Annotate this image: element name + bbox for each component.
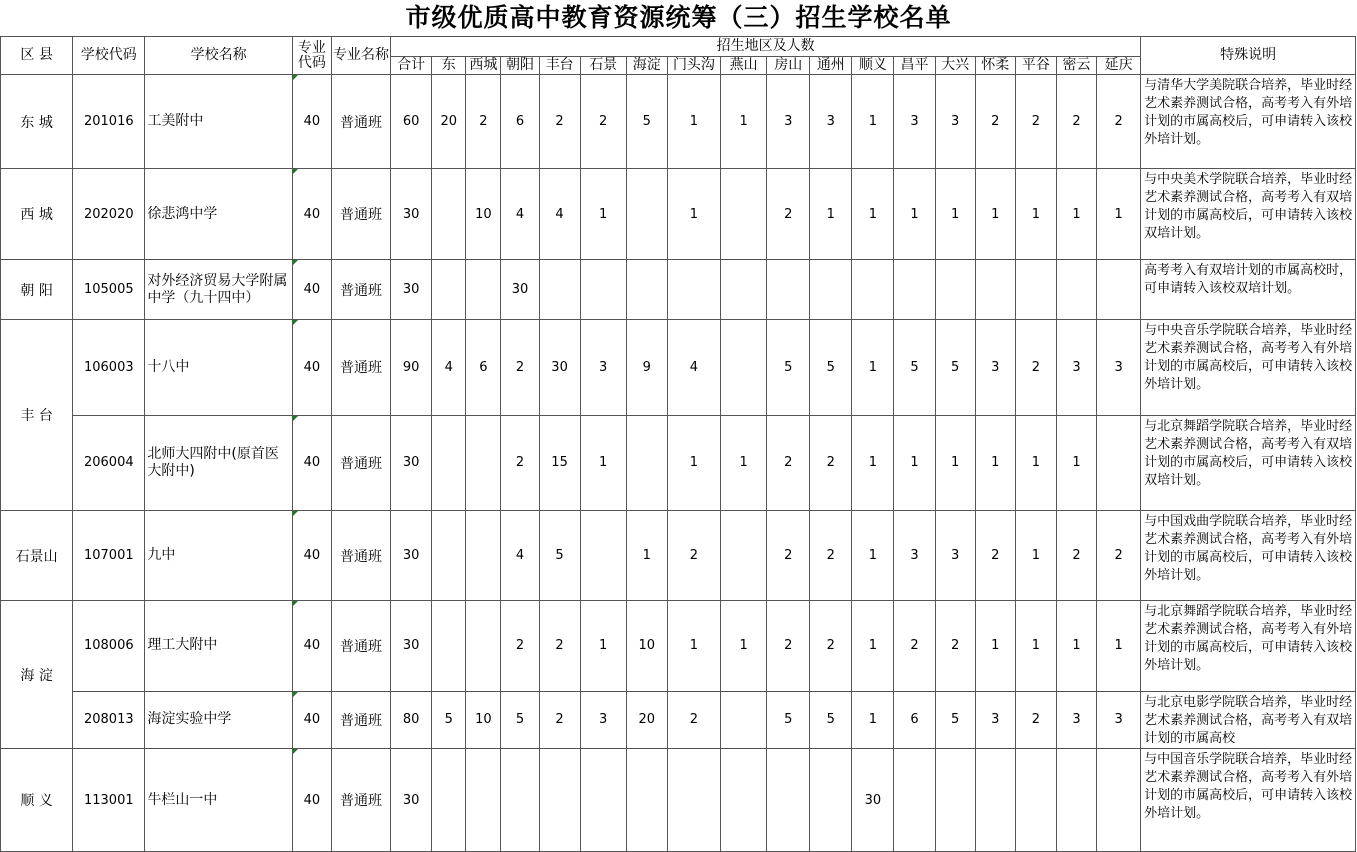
region-count-cell: 5 [539,511,580,601]
school-code-cell: 108006 [73,601,145,692]
region-count-cell [1015,749,1056,852]
region-count-cell: 1 [852,511,894,601]
region-count-cell [1056,749,1096,852]
region-count-cell: 1 [1056,415,1096,511]
region-count-cell: 1 [1056,169,1096,260]
region-count-cell: 2 [580,75,626,169]
major-code-cell: 40 [292,415,331,511]
region-count-cell [432,749,466,852]
region-count-cell: 1 [580,415,626,511]
region-count-cell: 30 [391,601,432,692]
region-count-cell [667,260,720,320]
region-count-cell [580,511,626,601]
region-count-cell: 5 [935,320,975,416]
region-count-cell [1097,749,1141,852]
region-count-cell [721,320,767,416]
region-count-cell: 1 [721,415,767,511]
header-region: 门头沟 [667,57,720,75]
region-count-cell: 5 [810,320,852,416]
major-name-cell: 普通班 [331,75,390,169]
note-cell [1141,169,1356,260]
region-count-cell: 5 [767,691,810,748]
school-name-cell: 北师大四附中(原首医大附中) [145,415,292,511]
district-cell: 东 城 [1,75,73,169]
district-cell: 西 城 [1,169,73,260]
header-major-name: 专业名称 [331,37,390,75]
region-count-cell: 1 [1097,169,1141,260]
region-count-cell: 1 [935,415,975,511]
region-count-cell: 10 [466,691,501,748]
region-count-cell: 5 [894,320,935,416]
region-count-cell [466,601,501,692]
region-count-cell: 3 [975,691,1015,748]
region-count-cell: 1 [1015,601,1056,692]
region-count-cell: 2 [1015,691,1056,748]
region-count-cell [501,749,539,852]
region-count-cell: 15 [539,415,580,511]
region-count-cell: 2 [501,415,539,511]
region-count-cell [975,260,1015,320]
region-count-cell: 1 [852,601,894,692]
note-text: 与北京电影学院联合培养，毕业时经艺术素养测试合格，高考考入有双培计划的市属高校 [1144,694,1353,746]
note-text: 与北京舞蹈学院联合培养，毕业时经艺术素养测试合格，高考考入有双培计划的市属高校后，可申请转入该校双培计划。 [1144,418,1353,488]
region-count-cell [466,511,501,601]
note-text: 与中央音乐学院联合培养，毕业时经艺术素养测试合格，高考考入有外培计划的市属高校后，可申请转入该校外培计划。 [1144,323,1353,392]
region-count-cell: 2 [1056,75,1096,169]
header-region: 西城 [466,57,501,75]
table-row [1,749,1356,852]
region-count-cell: 1 [667,601,720,692]
region-count-cell [767,749,810,852]
region-count-cell: 1 [1015,511,1056,601]
region-count-cell: 2 [501,320,539,416]
table-row [1,601,1356,692]
header-region: 顺义 [852,57,894,75]
header-region: 密云 [1056,57,1096,75]
region-count-cell: 3 [580,320,626,416]
region-count-cell: 3 [935,75,975,169]
region-count-cell: 4 [501,169,539,260]
region-count-cell: 3 [894,511,935,601]
region-count-cell: 1 [852,75,894,169]
region-count-cell [721,691,767,748]
region-count-cell: 3 [1097,320,1141,416]
region-count-cell [1015,260,1056,320]
region-count-cell [432,169,466,260]
school-name-cell: 理工大附中 [145,601,292,692]
major-code-cell: 40 [292,169,331,260]
major-code-cell: 40 [292,320,331,416]
note-cell [1141,601,1356,692]
major-name-cell: 普通班 [331,415,390,511]
region-count-cell: 1 [894,415,935,511]
table-row [1,169,1356,260]
header-region-group: 招生地区及人数 [391,37,1141,57]
region-count-cell [1097,260,1141,320]
region-count-cell [935,260,975,320]
region-count-cell: 2 [667,511,720,601]
major-code-cell: 40 [292,260,331,320]
region-count-cell: 1 [852,169,894,260]
school-code-cell: 206004 [73,415,145,511]
region-count-cell [466,260,501,320]
region-count-cell: 2 [894,601,935,692]
header-school-code: 学校代码 [73,37,145,75]
region-count-cell: 1 [852,415,894,511]
region-count-cell: 30 [391,169,432,260]
district-cell: 顺 义 [1,749,73,852]
school-code-cell: 105005 [73,260,145,320]
school-code-cell: 107001 [73,511,145,601]
region-count-cell: 3 [894,75,935,169]
region-count-cell [721,511,767,601]
major-name-cell: 普通班 [331,749,390,852]
region-count-cell [667,749,720,852]
header-region: 合计 [391,57,432,75]
note-cell [1141,415,1356,511]
region-count-cell [432,601,466,692]
region-count-cell: 1 [935,169,975,260]
region-count-cell: 5 [432,691,466,748]
region-count-cell: 30 [391,260,432,320]
note-cell [1141,260,1356,320]
region-count-cell: 80 [391,691,432,748]
district-cell: 海 淀 [1,601,73,749]
header-district: 区 县 [1,37,73,75]
region-count-cell: 10 [466,169,501,260]
district-cell: 石景山 [1,511,73,601]
region-count-cell [935,749,975,852]
table-row [1,260,1356,320]
region-count-cell [1097,415,1141,511]
region-count-cell: 90 [391,320,432,416]
region-count-cell: 3 [1097,691,1141,748]
header-region: 燕山 [721,57,767,75]
region-count-cell [539,749,580,852]
region-count-cell: 1 [852,691,894,748]
region-count-cell [626,169,667,260]
note-cell [1141,691,1356,748]
note-text: 与中国戏曲学院联合培养，毕业时经艺术素养测试合格，高考考入有外培计划的市属高校后，可申请转入该校外培计划。 [1144,514,1353,583]
region-count-cell: 4 [501,511,539,601]
region-count-cell: 1 [1015,169,1056,260]
region-count-cell: 2 [539,691,580,748]
region-count-cell: 1 [667,169,720,260]
region-count-cell: 30 [391,749,432,852]
header-school-name: 学校名称 [145,37,292,75]
region-count-cell [626,260,667,320]
school-code-cell: 113001 [73,749,145,852]
region-count-cell: 3 [580,691,626,748]
region-count-cell: 30 [501,260,539,320]
region-count-cell [721,749,767,852]
header-region: 朝阳 [501,57,539,75]
school-table [0,36,1356,852]
school-name-cell: 九中 [145,511,292,601]
region-count-cell: 1 [852,320,894,416]
region-count-cell: 2 [767,415,810,511]
major-code-cell: 40 [292,75,331,169]
header-region: 大兴 [935,57,975,75]
region-count-cell: 4 [539,169,580,260]
region-count-cell: 2 [539,75,580,169]
region-count-cell: 9 [626,320,667,416]
region-count-cell: 30 [391,415,432,511]
region-count-cell: 3 [1056,320,1096,416]
region-count-cell: 2 [975,511,1015,601]
school-name-cell: 海淀实验中学 [145,691,292,748]
region-count-cell [432,260,466,320]
region-count-cell [1056,260,1096,320]
major-code-cell: 40 [292,601,331,692]
region-count-cell: 1 [894,169,935,260]
table-row [1,320,1356,416]
region-count-cell: 2 [810,601,852,692]
region-count-cell: 2 [975,75,1015,169]
region-count-cell: 1 [580,169,626,260]
region-count-cell: 6 [894,691,935,748]
region-count-cell [721,169,767,260]
major-code-cell: 40 [292,511,331,601]
header-region: 昌平 [894,57,935,75]
region-count-cell: 2 [1015,320,1056,416]
note-text: 与清华大学美院联合培养，毕业时经艺术素养测试合格，高考考入有外培计划的市属高校后，可申请转入该校外培计划。 [1144,78,1353,147]
note-text: 与北京舞蹈学院联合培养，毕业时经艺术素养测试合格，高考考入有外培计划的市属高校后，可申请转入该校外培计划。 [1144,604,1353,673]
region-count-cell: 2 [935,601,975,692]
major-name-cell: 普通班 [331,511,390,601]
school-name-cell: 牛栏山一中 [145,749,292,852]
note-text: 与中国音乐学院联合培养，毕业时经艺术素养测试合格，高考考入有外培计划的市属高校后，可申请转入该校外培计划。 [1144,752,1353,821]
page-title: 市级优质高中教育资源统筹（三）招生学校名单 [405,3,952,32]
region-count-cell: 3 [975,320,1015,416]
note-text: 与中央美术学院联合培养，毕业时经艺术素养测试合格，高考考入有双培计划的市属高校后，可申请转入该校双培计划。 [1144,172,1353,241]
header-region: 延庆 [1097,57,1141,75]
region-count-cell: 60 [391,75,432,169]
header-region: 东 [432,57,466,75]
region-count-cell: 5 [935,691,975,748]
region-count-cell: 1 [975,415,1015,511]
table-row [1,511,1356,601]
region-count-cell: 2 [466,75,501,169]
region-count-cell: 1 [721,75,767,169]
region-count-cell: 3 [935,511,975,601]
region-count-cell: 3 [767,75,810,169]
school-name-cell: 工美附中 [145,75,292,169]
region-count-cell: 1 [580,601,626,692]
region-count-cell: 6 [501,75,539,169]
region-count-cell: 2 [501,601,539,692]
school-code-cell: 208013 [73,691,145,748]
region-count-cell: 1 [721,601,767,692]
region-count-cell: 5 [626,75,667,169]
major-name-cell: 普通班 [331,320,390,416]
region-count-cell: 4 [667,320,720,416]
region-count-cell: 2 [767,169,810,260]
region-count-cell: 1 [1097,601,1141,692]
district-cell: 丰 台 [1,320,73,511]
note-cell [1141,511,1356,601]
major-code-cell: 40 [292,749,331,852]
note-cell [1141,75,1356,169]
header-region: 平谷 [1015,57,1056,75]
region-count-cell: 5 [767,320,810,416]
school-name-cell: 徐悲鸿中学 [145,169,292,260]
region-count-cell [539,260,580,320]
region-count-cell: 3 [810,75,852,169]
region-count-cell: 1 [975,169,1015,260]
school-code-cell: 106003 [73,320,145,416]
region-count-cell [894,260,935,320]
region-count-cell: 30 [852,749,894,852]
region-count-cell: 1 [975,601,1015,692]
region-count-cell: 2 [539,601,580,692]
region-count-cell: 2 [767,601,810,692]
region-count-cell: 2 [1097,511,1141,601]
region-count-cell [432,415,466,511]
header-region: 海淀 [626,57,667,75]
note-cell [1141,749,1356,852]
major-name-cell: 普通班 [331,601,390,692]
school-name-cell: 十八中 [145,320,292,416]
region-count-cell: 20 [626,691,667,748]
region-count-cell [894,749,935,852]
region-count-cell: 3 [1056,691,1096,748]
major-name-cell: 普通班 [331,691,390,748]
region-count-cell: 10 [626,601,667,692]
region-count-cell: 2 [767,511,810,601]
region-count-cell: 2 [1097,75,1141,169]
region-count-cell: 1 [667,415,720,511]
region-count-cell [810,749,852,852]
region-count-cell [626,749,667,852]
region-count-cell: 5 [501,691,539,748]
region-count-cell: 1 [667,75,720,169]
region-count-cell: 2 [1056,511,1096,601]
region-count-cell [432,511,466,601]
header-region: 丰台 [539,57,580,75]
school-code-cell: 201016 [73,75,145,169]
region-count-cell: 6 [466,320,501,416]
region-count-cell: 5 [810,691,852,748]
region-count-cell: 2 [810,415,852,511]
header-region: 房山 [767,57,810,75]
header-region: 通州 [810,57,852,75]
district-cell: 朝 阳 [1,260,73,320]
table-row [1,691,1356,748]
header-notes: 特殊说明 [1141,37,1356,75]
major-name-cell: 普通班 [331,260,390,320]
region-count-cell: 1 [1015,415,1056,511]
region-count-cell [466,749,501,852]
region-count-cell: 2 [667,691,720,748]
major-name-cell: 普通班 [331,169,390,260]
major-code-cell: 40 [292,691,331,748]
region-count-cell: 4 [432,320,466,416]
note-text: 高考考入有双培计划的市属高校时，可申请转入该校双培计划。 [1144,263,1353,296]
region-count-cell: 1 [626,511,667,601]
note-cell [1141,320,1356,416]
region-count-cell [580,749,626,852]
region-count-cell [580,260,626,320]
region-count-cell: 20 [432,75,466,169]
region-count-cell: 30 [539,320,580,416]
region-count-cell [466,415,501,511]
region-count-cell: 2 [810,511,852,601]
school-code-cell: 202020 [73,169,145,260]
school-name-cell: 对外经济贸易大学附属中学（九十四中） [145,260,292,320]
header-region: 怀柔 [975,57,1015,75]
table-row [1,75,1356,169]
region-count-cell [810,260,852,320]
region-count-cell: 2 [1015,75,1056,169]
region-count-cell [852,260,894,320]
region-count-cell [626,415,667,511]
region-count-cell: 30 [391,511,432,601]
table-row [1,415,1356,511]
header-major-code: 专业代码 [292,37,331,75]
header-region: 石景 [580,57,626,75]
region-count-cell: 1 [1056,601,1096,692]
region-count-cell [975,749,1015,852]
region-count-cell [767,260,810,320]
region-count-cell [721,260,767,320]
region-count-cell: 1 [810,169,852,260]
